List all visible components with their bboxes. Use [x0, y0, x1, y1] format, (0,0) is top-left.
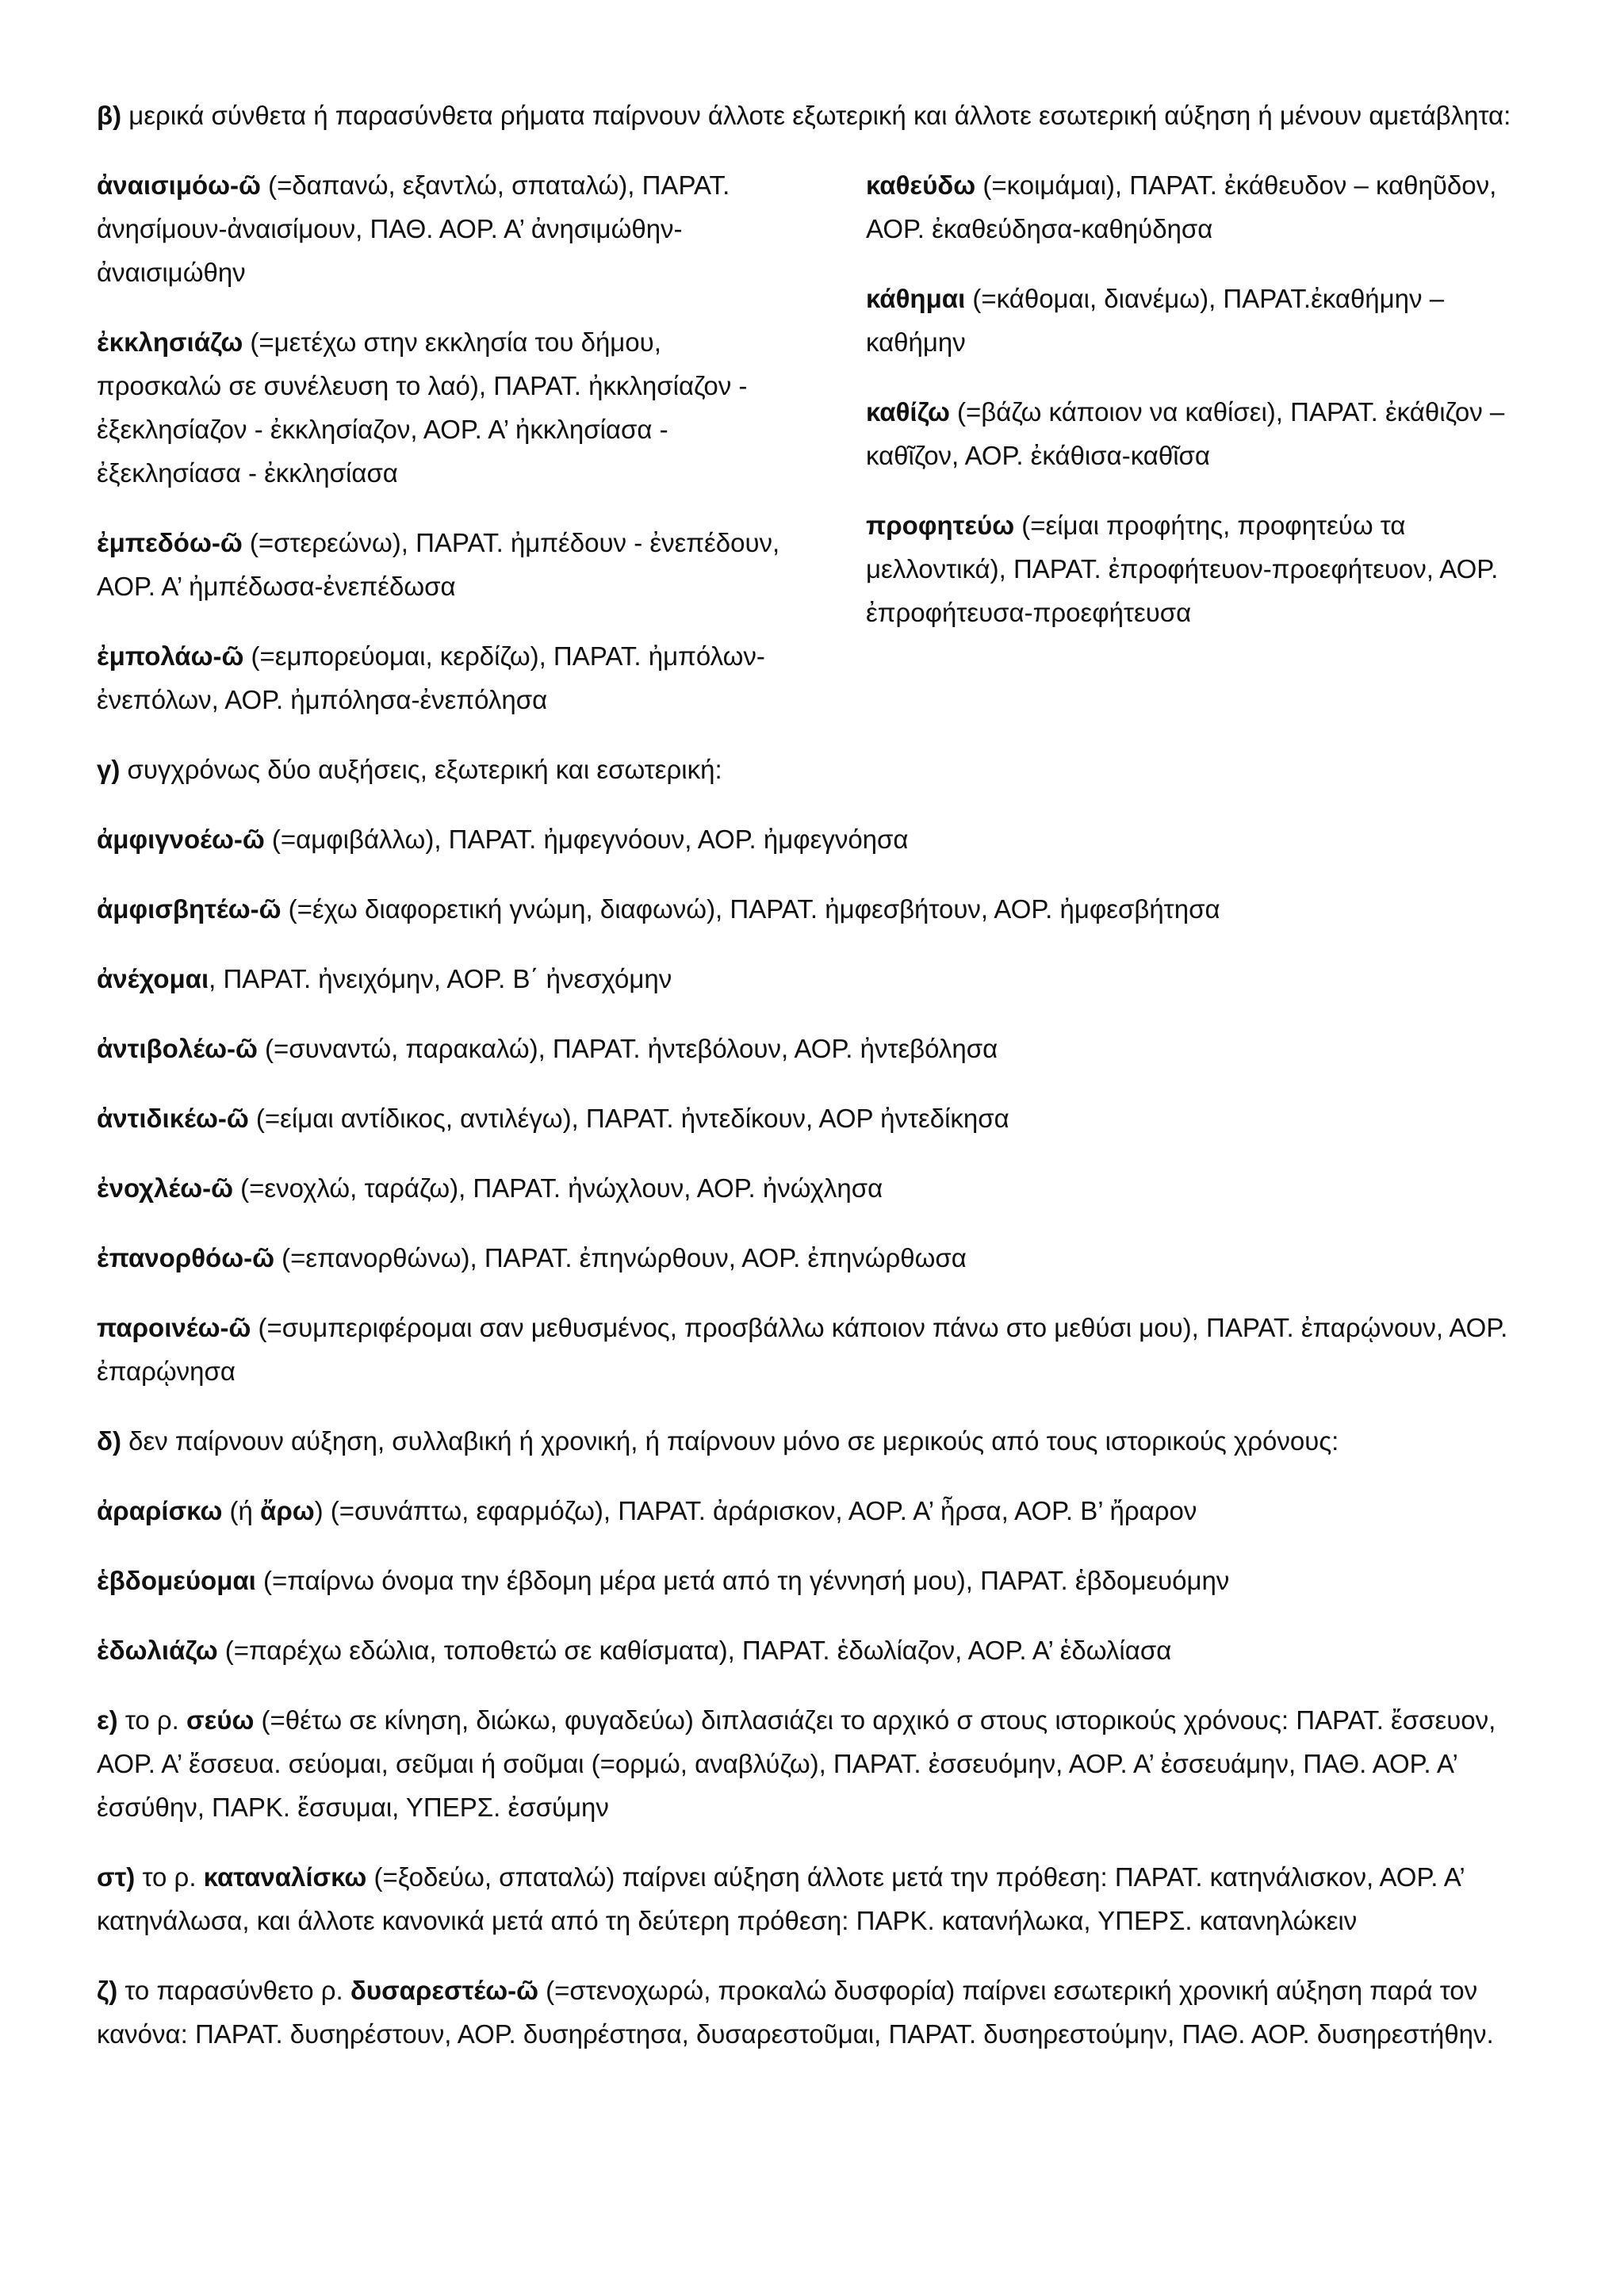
- verb-entry: [97, 1489, 1540, 1533]
- verb-definition: (=είμαι αντίδικος, αντιλέγω), ΠΑΡΑΤ. ἠντεδίκουν, ΑΟΡ ἠντεδίκησα: [248, 1104, 1009, 1133]
- verb-definition: ) (=συνάπτω, εφαρμόζω), ΠΑΡΑΤ. ἀράρισκον, ΑΟΡ. Α’ ἦρσα, ΑΟΡ. Β’ ἤραρον: [314, 1496, 1197, 1525]
- verb-headword: ἐνοχλέω-ῶ: [97, 1173, 233, 1203]
- verb-entry: [97, 1096, 1540, 1140]
- verb-entry: [97, 1306, 1540, 1393]
- verb-entry: [97, 163, 787, 294]
- verb-headword: ἐμπεδόω-ῶ: [97, 528, 243, 557]
- verb-headword: ἀντιδικέω-ῶ: [97, 1104, 249, 1133]
- verb-headword: καθεύδω: [866, 170, 976, 200]
- section-label: ζ): [97, 1976, 118, 2005]
- verb-headword-alt: ἄρω: [260, 1496, 315, 1525]
- section-b-intro: [97, 94, 1540, 137]
- verb-entry: [97, 634, 787, 721]
- verb-headword: ἐμπολάω-ῶ: [97, 641, 244, 671]
- section-z: [97, 1969, 1540, 2056]
- verb-definition: (=βάζω κάποιον να καθίσει), ΠΑΡΑΤ. ἐκάθιζον – καθῖζον, ΑΟΡ. ἐκάθισα-καθῖσα: [866, 397, 1505, 470]
- verb-entry: [97, 957, 1540, 1001]
- section-text: (=θέτω σε κίνηση, διώκω, φυγαδεύω) διπλασιάζει το αρχικό σ στους ιστορικούς χρόνους: ΠΑΡΑΤ. ἔσσευον, ΑΟΡ. Α’ ἔσσευα. σεύομαι, σεῦμαι ή σοῦμαι (=ορμώ, αναβλύζω), ΠΑΡΑΤ. ἐσσευόμην, ΑΟΡ. Α’ ἐσσευάμην, ΠΑΘ. ΑΟΡ. Α’ ἐσσύθην, ΠΑΡΚ. ἔσσυμαι, ΥΠΕΡΣ. ἐσσύμην: [97, 1705, 1496, 1822]
- verb-headword: ἑβδομεύομαι: [97, 1566, 256, 1595]
- section-text: δεν παίρνουν αύξηση, συλλαβική ή χρονική, ή παίρνουν μόνο σε μερικούς από τους ιστορικούς χρόνους:: [121, 1426, 1339, 1456]
- right-column: [866, 163, 1540, 721]
- verb-definition: (=ενοχλώ, ταράζω), ΠΑΡΑΤ. ἠνώχλουν, ΑΟΡ. ἠνώχλησα: [232, 1173, 883, 1203]
- verb-definition: (=κάθομαι, διανέμω), ΠΑΡΑΤ.ἐκαθήμην – καθήμην: [866, 284, 1445, 357]
- section-label: ε): [97, 1705, 118, 1735]
- verb-headword: παροινέω-ῶ: [97, 1313, 251, 1342]
- verb-definition: (=παίρνω όνομα την έβδομη μέρα μετά από τη γέννησή μου), ΠΑΡΑΤ. ἑβδομευόμην: [255, 1566, 1230, 1595]
- verb-entry: [866, 503, 1540, 634]
- verb-headword: ἑδωλιάζω: [97, 1636, 218, 1665]
- verb-entry: [866, 163, 1540, 251]
- verb-entry: [97, 320, 787, 495]
- section-label: β): [97, 101, 122, 130]
- verb-entry: [97, 521, 787, 608]
- section-text: συγχρόνως δύο αυξήσεις, εξωτερική και εσωτερική:: [120, 755, 722, 784]
- verb-entry: [97, 887, 1540, 931]
- verb-headword: κάθημαι: [866, 284, 966, 313]
- section-label: στ): [97, 1862, 136, 1892]
- verb-connector: (ή: [222, 1496, 261, 1525]
- verb-definition: (=μετέχω στην εκκλησία του δήμου, προσκαλώ σε συνέλευση το λαό), ΠΑΡΑΤ. ἠκκλησίαζον - ἐξεκλησίαζον - ἐκκλησίαζον, ΑΟΡ. Α’ ἠκκλησίασα - ἐξεκλησίασα - ἐκκλησίασα: [97, 327, 748, 488]
- section-text: μερικά σύνθετα ή παρασύνθετα ρήματα παίρνουν άλλοτε εξωτερική και άλλοτε εσωτερική αύξηση ή μένουν αμετάβλητα:: [121, 101, 1511, 130]
- section-d-intro: [97, 1419, 1540, 1463]
- section-e: [97, 1698, 1540, 1829]
- section-label: δ): [97, 1426, 122, 1456]
- verb-headword: ἀναισιμόω-ῶ: [97, 170, 261, 200]
- section-prefix: το παρασύνθετο ρ.: [117, 1976, 350, 2005]
- section-st: [97, 1855, 1540, 1942]
- document-page: [97, 94, 1540, 2082]
- left-column: [97, 163, 787, 721]
- verb-definition: (=εμπορεύομαι, κερδίζω), ΠΑΡΑΤ. ἠμπόλων-ἐνεπόλων, ΑΟΡ. ἠμπόλησα-ἐνεπόλησα: [97, 641, 765, 714]
- verb-definition: (=συναντώ, παρακαλώ), ΠΑΡΑΤ. ἠντεβόλουν, ΑΟΡ. ἠντεβόλησα: [257, 1034, 998, 1063]
- verb-headword: ἀνέχομαι: [97, 964, 209, 993]
- section-label: γ): [97, 755, 121, 784]
- verb-entry: [866, 277, 1540, 364]
- verb-definition: (=παρέχω εδώλια, τοποθετώ σε καθίσματα), ΠΑΡΑΤ. ἑδωλίαζον, ΑΟΡ. Α’ ἑδωλίασα: [217, 1636, 1172, 1665]
- verb-headword: ἀμφιγνοέω-ῶ: [97, 825, 265, 854]
- verb-definition: (=επανορθώνω), ΠΑΡΑΤ. ἐπηνώρθουν, ΑΟΡ. ἐπηνώρθωσα: [274, 1243, 967, 1272]
- section-g-intro: [97, 748, 1540, 791]
- verb-definition: (=κοιμάμαι), ΠΑΡΑΤ. ἐκάθευδον – καθηῦδον, ΑΟΡ. ἐκαθεύδησα-καθηύδησα: [866, 170, 1497, 243]
- verb-headword: προφητεύω: [866, 511, 1015, 540]
- two-column-entries: [97, 163, 1540, 721]
- verb-definition: (=στερεώνω), ΠΑΡΑΤ. ἠμπέδουν - ἐνεπέδουν, ΑΟΡ. Α’ ἠμπέδωσα-ἐνεπέδωσα: [97, 528, 780, 601]
- verb-definition: (=δαπανώ, εξαντλώ, σπαταλώ), ΠΑΡΑΤ. ἀνησίμουν-ἀναισίμουν, ΠΑΘ. ΑΟΡ. Α’ ἀνησιμώθην-ἀναισιμώθην: [97, 170, 730, 287]
- verb-headword: ἐκκλησιάζω: [97, 327, 243, 357]
- verb-headword: καθίζω: [866, 397, 950, 427]
- verb-entry: [97, 1027, 1540, 1070]
- verb-headword: σεύω: [186, 1705, 255, 1735]
- verb-entry: [97, 1166, 1540, 1210]
- verb-entry: [866, 390, 1540, 477]
- verb-definition: (=είμαι προφήτης, προφητεύω τα μελλοντικά), ΠΑΡΑΤ. ἐπροφήτευον-προεφήτευον, ΑΟΡ. ἐπροφήτευσα-προεφήτευσα: [866, 511, 1499, 627]
- verb-entry: [97, 1628, 1540, 1672]
- verb-definition: (=συμπεριφέρομαι σαν μεθυσμένος, προσβάλλω κάποιον πάνω στο μεθύσι μου), ΠΑΡΑΤ. ἐπαρῴνουν, ΑΟΡ. ἐπαρῴνησα: [97, 1313, 1508, 1386]
- verb-entry: [97, 1236, 1540, 1280]
- section-prefix: το ρ.: [117, 1705, 187, 1735]
- verb-entry: [97, 1559, 1540, 1602]
- verb-headword: ἀντιβολέω-ῶ: [97, 1034, 258, 1063]
- verb-headword: δυσαρεστέω-ῶ: [350, 1976, 538, 2005]
- verb-definition: , ΠΑΡΑΤ. ἠνειχόμην, ΑΟΡ. Β΄ ἠνεσχόμην: [209, 964, 672, 993]
- section-text: (=στενοχωρώ, προκαλώ δυσφορία) παίρνει εσωτερική χρονική αύξηση παρά τον κανόνα: ΠΑΡΑΤ. δυσηρέστουν, ΑΟΡ. δυσηρέστησα, δυσαρεστοῦμαι, ΠΑΡΑΤ. δυσηρεστούμην, ΠΑΘ. ΑΟΡ. δυσηρεστήθην.: [97, 1976, 1494, 2049]
- verb-headword: καταναλίσκω: [203, 1862, 367, 1892]
- section-prefix: το ρ.: [135, 1862, 204, 1892]
- verb-definition: (=αμφιβάλλω), ΠΑΡΑΤ. ἠμφεγνόουν, ΑΟΡ. ἠμφεγνόησα: [264, 825, 909, 854]
- verb-headword: ἀμφισβητέω-ῶ: [97, 894, 282, 924]
- verb-entry: [97, 817, 1540, 861]
- verb-headword: ἐπανορθόω-ῶ: [97, 1243, 274, 1272]
- section-text: (=ξοδεύω, σπαταλώ) παίρνει αύξηση άλλοτε μετά την πρόθεση: ΠΑΡΑΤ. κατηνάλισκον, ΑΟΡ. Α’ κατηνάλωσα, και άλλοτε κανονικά μετά από τη δεύτερη πρόθεση: ΠΑΡΚ. κατανήλωκα, ΥΠΕΡΣ. κατανηλώκειν: [97, 1862, 1465, 1935]
- verb-definition: (=έχω διαφορετική γνώμη, διαφωνώ), ΠΑΡΑΤ. ἠμφεσβήτουν, ΑΟΡ. ἠμφεσβήτησα: [281, 894, 1220, 924]
- verb-headword: ἀραρίσκω: [97, 1496, 223, 1525]
